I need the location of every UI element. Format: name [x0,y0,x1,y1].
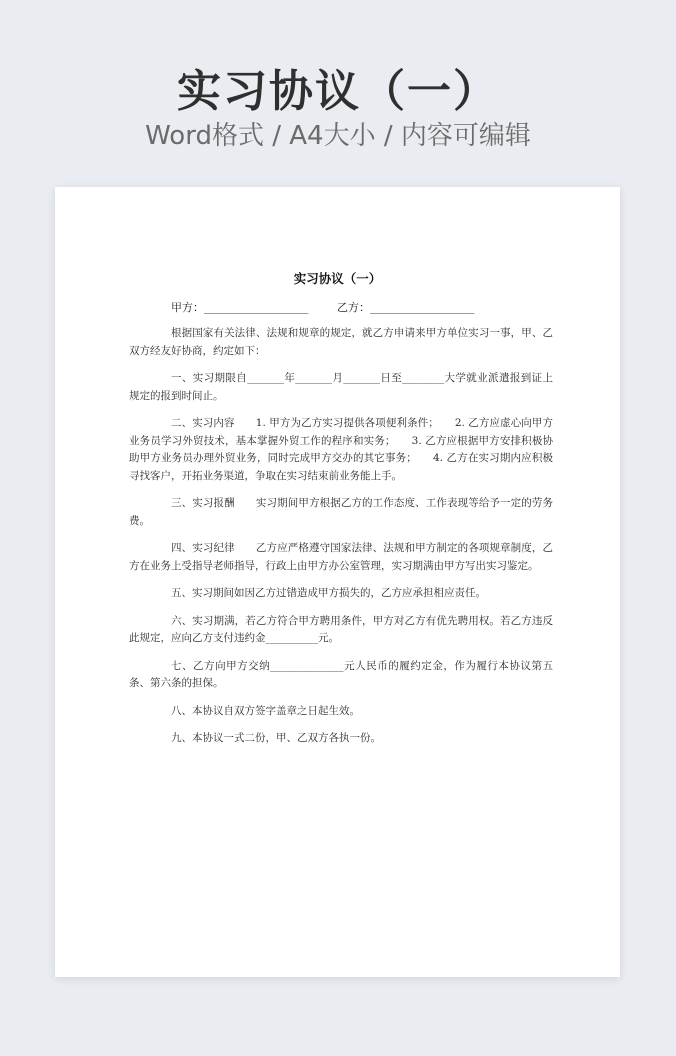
paragraph-clause-6: 六、实习期满，若乙方符合甲方聘用条件，甲方对乙方有优先聘用权。若乙方违反此规定，应向乙方支付违约金__________元。 [129,614,553,644]
paragraph-clause-3: 三、实习报酬 实习期间甲方根据乙方的工作态度、工作表现等给予一定的劳务费。 [129,497,553,527]
paragraph-intro: 根据国家有关法律、法规和规章的规定，就乙方申请来甲方单位实习一事，甲、乙双方经友好协商，约定如下： [129,327,553,357]
parties-line [171,299,571,315]
banner-title: 实习协议（一） [177,66,499,117]
party-b-field: 乙方：___________________ [337,301,475,314]
banner-subtitle: Word格式 / A4大小 / 内容可编辑 [145,121,531,151]
paragraph-clause-7: 七、乙方向甲方交纳______________元人民币的履约定金，作为履行本协议第五条、第六条的担保。 [129,659,553,689]
paragraph-clause-2: 二、实习内容 1. 甲方为乙方实习提供各项便利条件； 2. 乙方应虚心向甲方业务员学习外贸技术，基本掌握外贸工作的程序和实务； 3. 乙方应根据甲方安排积极协助甲方业务员办理外贸业务，同时完成甲方交办的其它事务； 4. 乙方在实习期内应积极寻找客户，开拓业务渠道，争取在实习结束前业务能上手。 [129,417,553,482]
paragraph-clause-4: 四、实习纪律 乙方应严格遵守国家法律、法规和甲方制定的各项规章制度，乙方在业务上受指导老师指导，行政上由甲方办公室管理，实习期满由甲方写出实习鉴定。 [129,542,553,572]
paragraph-clause-9: 九、本协议一式二份，甲、乙双方各执一份。 [171,732,381,744]
paragraph-clause-5: 五、实习期间如因乙方过错造成甲方损失的，乙方应承担相应责任。 [171,587,486,599]
party-a-field: 甲方：___________________ [171,301,309,314]
document-body [129,325,553,758]
paragraph-clause-8: 八、本协议自双方签字盖章之日起生效。 [171,704,360,717]
document-page [55,187,620,977]
document-title: 实习协议（一） [293,271,382,286]
paragraph-clause-1: 一、实习期限自_______年_______月_______日至________大学就业派遣报到证上规定的报到时间止。 [129,372,553,402]
